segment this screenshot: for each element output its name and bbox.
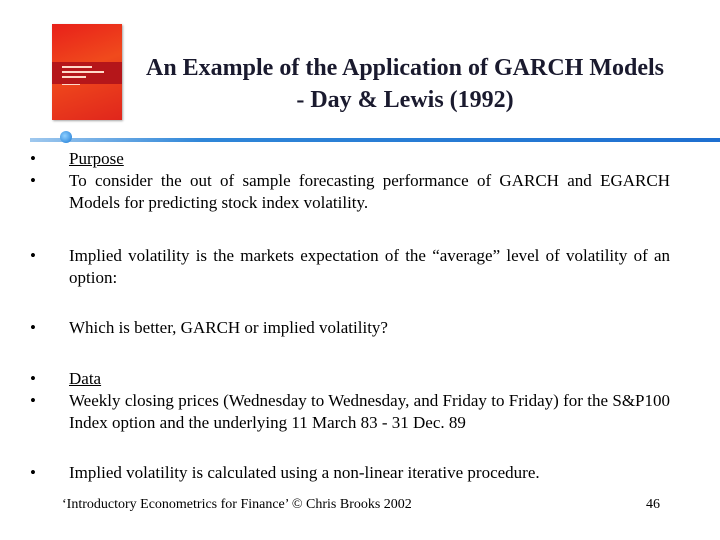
slide-title-line-2: - Day & Lewis (1992) [296, 87, 514, 113]
slide-title [120, 52, 690, 116]
bullet-text: Implied volatility is calculated using a non-linear iterative procedure. [69, 463, 540, 482]
bullet-icon: • [30, 463, 36, 482]
bullet-text: Implied volatility is the markets expectation of the “average” level of volatility of an option: [69, 246, 670, 287]
bullet-item-calculation [30, 462, 670, 484]
bullet-item-weekly-prices [30, 390, 670, 434]
bullet-text: To consider the out of sample forecasting performance of GARCH and EGARCH Models for predicting stock index volatility. [69, 171, 670, 212]
bullet-text: Which is better, GARCH or implied volatility? [69, 318, 388, 337]
bullet-icon: • [30, 246, 36, 265]
bullet-item-question [30, 317, 670, 339]
title-divider-dot [60, 131, 72, 143]
bullet-icon: • [30, 318, 36, 337]
bullet-item-purpose [30, 148, 670, 170]
bullet-item-data [30, 368, 670, 390]
bullet-icon: • [30, 369, 36, 388]
page-number: 46 [646, 497, 660, 512]
bullet-icon: • [30, 149, 36, 168]
bullet-text: Weekly closing prices (Wednesday to Wednesday, and Friday to Friday) for the S&P100 Index option and the underlying 11 March 83 - 31 Dec. 89 [69, 391, 670, 432]
slide-footer: ‘Introductory Econometrics for Finance’ © Chris Brooks 2002 [62, 497, 412, 512]
book-cover-text-mark [62, 84, 80, 85]
bullet-icon: • [30, 171, 36, 190]
bullet-item-objective [30, 170, 670, 214]
title-divider-bar [30, 138, 720, 142]
bullet-list [30, 148, 670, 484]
book-cover-text-mark [62, 76, 86, 78]
slide-title-line-1: An Example of the Application of GARCH Models [145, 55, 664, 81]
bullet-item-implied-volatility [30, 245, 670, 289]
book-cover-text-mark [62, 66, 92, 68]
bullet-text: Data [69, 369, 102, 388]
book-cover-text-mark [62, 71, 104, 73]
bullet-text: Purpose [69, 149, 124, 168]
book-cover-image [52, 24, 122, 120]
bullet-icon: • [30, 391, 36, 410]
